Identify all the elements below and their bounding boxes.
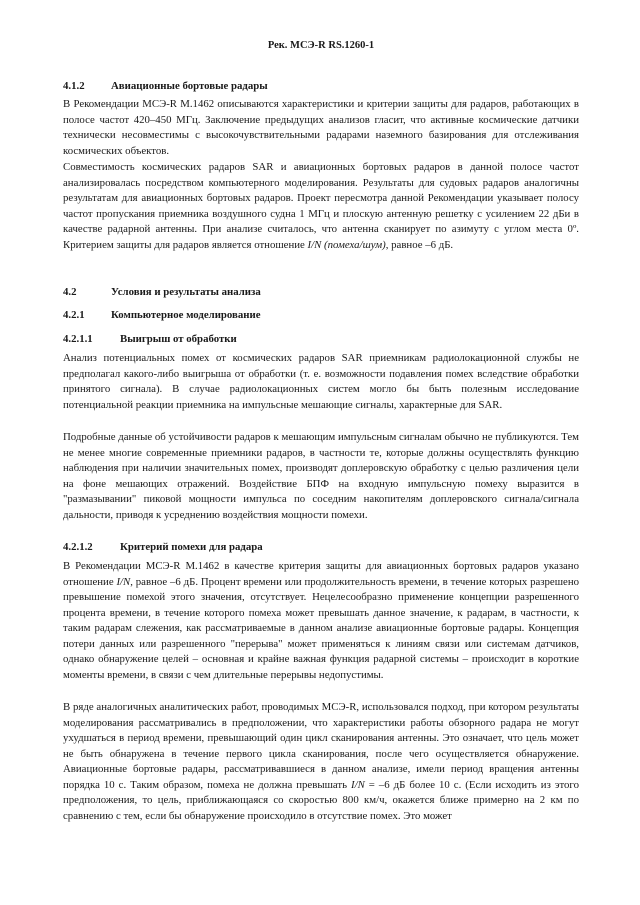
paragraph-2-text-a: Совместимость космических радаров SAR и авиационных бортовых радаров в данной полосе частот анализировалась посредством компьютерного моделирования. Результаты для судовых радаров аналогичны результатам для авиационных бортовых радаров. Проект пересмотра данной Рекомендации указывает полосу частот пропускания приемника воздушного судна 1 МГц и плоскую антенную решетку с усилением 22 дБи в качестве радарной антенны. При анализе считалось, что антенна сканирует по азимуту с углом места 0º. Критерием защиты для радаров является отношение xyxy=(63,161,579,251)
paragraph-6-italic: I/N xyxy=(351,778,365,791)
paragraph-6 xyxy=(63,700,579,824)
paragraph-5 xyxy=(63,559,579,683)
heading-number: 4.2.1.2 xyxy=(63,541,93,553)
heading-number: 4.1.2 xyxy=(63,80,85,92)
heading-title: Авиационные бортовые радары xyxy=(111,80,268,92)
heading-4-2-1 xyxy=(63,308,261,322)
heading-number: 4.2 xyxy=(63,286,77,298)
heading-title: Компьютерное моделирование xyxy=(111,309,261,321)
heading-number: 4.2.1 xyxy=(63,309,85,321)
paragraph-2-italic: I/N (помеха/шум) xyxy=(307,238,386,251)
paragraph-5-text-b: , равное –6 дБ. Процент времени или продолжительность времени, в течение которых разрешено превышение помехой этого значения, отсутствует. Нецелесообразно применение концепции разрешенного процента времени, в течение которого помеха может превышать данное значение, к радарам, в частности, к таким радарам слежения, как рассматриваемые в данном анализе авиационные бортовые радары. Концепция потери данных или разрешенного "перерыва" может применяться к линиям связи или системам датчиков, однако обнаружение целей – основная и крайне важная функция радарной системы – происходит в короткие моменты времени, в связи с чем длительные перерывы недопустимы. xyxy=(63,575,579,681)
heading-4-1-2 xyxy=(63,79,268,93)
paragraph-6-text-a: В ряде аналогичных аналитических работ, проводимых МСЭ-R, использовался подход, при котором результаты моделирования рассматривались в предположении, что характеристики работы обзорного радара не могут ухудшаться в период времени, превышающий один цикл сканирования антенны. Это означает, что цель может не быть обнаружена в течение первого цикла сканирования, после чего осуществляется обнаружение. Авиационные бортовые радары, рассматривавшиеся в данном анализе, имели период вращения антенны порядка 10 с. Таким образом, помеха не должна превышать xyxy=(63,701,579,791)
heading-title: Выигрыш от обработки xyxy=(120,333,237,345)
heading-4-2-1-2 xyxy=(63,540,263,554)
paragraph-6-text-b: = –6 дБ более 10 с. (Если исходить из этого предположения, то цель, приближающаяся со скоростью 800 км/ч, окажется ближе примерно на 2 км по сравнению с тем, если бы обнаружение происходило в отсутствие помех. Это может xyxy=(63,778,579,822)
paragraph-2 xyxy=(63,160,579,253)
heading-title: Условия и результаты анализа xyxy=(111,286,261,298)
paragraph-5-italic: I/N xyxy=(116,575,131,588)
paragraph-3: Анализ потенциальных помех от космических радаров SAR приемникам радиолокационной службы не предполагал какого-либо выигрыша от обработки (т. е. возможности подавления помех вследствие обработки принятого сигнала). В случае радиолокационных систем могло бы быть полезным исследование потенциальной реакции приемника на импульсные мешающие сигналы, характерные для SAR. xyxy=(63,352,579,411)
heading-4-2-1-1 xyxy=(63,332,237,346)
paragraph-1: В Рекомендации МСЭ-R M.1462 описываются характеристики и критерии защиты для радаров, работающих в полосе частот 420–450 МГц. Заключение предыдущих анализов гласит, что активные космические датчики технически несовместимы с высокочувствительными радарами наземного базирования для отслеживания космических объектов. xyxy=(63,98,579,157)
paragraph-2-text-b: , равное –6 дБ. xyxy=(385,238,454,251)
paragraph-4: Подробные данные об устойчивости радаров к мешающим импульсным сигналам обычно не публикуются. Тем не менее многие современные приемники радаров, в частности те, которые должны осуществлять функцию наблюдения при наличии значительных помех, производят доплеровскую обработку с целью различения цели на фоне мешающих отражений. Воздействие БПФ на входную импульсную помеху выразится в "размазывании" пиковой мощности импульса по соседним накопителям доплеровского сигнала/сигнала дальности, приводя к усреднению воздействия мощности помехи. xyxy=(63,431,579,521)
paragraph-5-text-a: В Рекомендации МСЭ-R M.1462 в качестве критерия защиты для авиационных бортовых радаров указано отношение xyxy=(63,560,579,588)
heading-4-2 xyxy=(63,285,261,299)
heading-number: 4.2.1.1 xyxy=(63,333,93,345)
running-head: Рек. МСЭ-R RS.1260-1 xyxy=(267,40,375,51)
heading-title: Критерий помехи для радара xyxy=(120,541,263,553)
